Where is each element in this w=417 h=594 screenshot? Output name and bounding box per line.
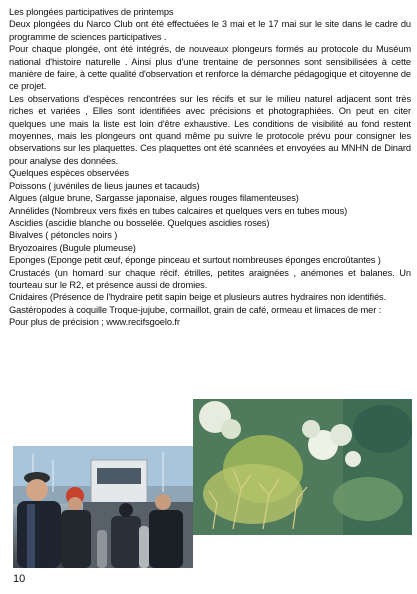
species-item-cnidarians: Cnidaires (Présence de l'hydraire petit sapin beige et plusieurs autres hydraires non identifiés.	[9, 292, 387, 303]
page-number: 10	[13, 573, 26, 585]
species-heading: Quelques espèces observées	[9, 168, 129, 179]
species-item-crustaceans: Crustacés (un homard sur chaque récif. étrilles, petites araignées , anémones et balanes. Un tourteau sur le R2, et présence aussi de dromies.	[9, 267, 411, 290]
paragraph-intro: Deux plongées du Narco Club ont été effectuées le 3 mai et le 17 mai sur le site dans le cadre du programme de sciences participatives .	[9, 19, 411, 42]
reef-photo-illustration	[193, 399, 412, 535]
species-item-sponges: Eponges (Eponge petit œuf, éponge pinceau et surtout nombreuses éponges encroûtantes )	[9, 255, 381, 266]
article-body	[9, 6, 411, 329]
species-item-annelids: Annélides (Nombreux vers fixés en tubes calcaires et quelques vers en tubes mous)	[9, 205, 348, 216]
divers-on-boat-photo	[13, 446, 193, 568]
species-item-bryozoans: Bryozoaires (Bugule plumeuse)	[9, 242, 136, 253]
divers-photo-illustration	[13, 446, 193, 568]
species-item-bivalves: Bivalves ( pétoncles noirs )	[9, 230, 118, 241]
article-title: Les plongées participatives de printemps	[9, 7, 174, 17]
species-item-gastropods: Gastéropodes à coquille Troque-jujube, cormaillot, grain de café, ormeau et limaces de mer :	[9, 304, 382, 315]
paragraph-divers: Pour chaque plongée, ont été intégrés, de nouveaux plongeurs formés au protocole du Muséum national d'histoire naturelle . Ainsi plus d'une trentaine de personnes sont sensibilisées à cette manière de faire, à cette qualité d'observation et renforce la démarche pédagogique et citoyenne de ce projet.	[9, 44, 411, 92]
underwater-reef-photo	[193, 399, 412, 535]
more-info-link[interactable]: Pour plus de précision ; www.recifsgoelo.fr	[9, 317, 180, 328]
species-item-algae: Algues (algue brune, Sargasse japonaise, algues rouges filamenteuses)	[9, 193, 299, 204]
paragraph-observations: Les observations d'espèces rencontrées sur les récifs et sur le milieu naturel adjacent sont très riches et variées , Elles sont identifiées avec précisions et photographiées. On peut en citer quelques une mais la liste est loin d'être exhaustive. Les conditions de visibilité au fond restent moyennes, mais les plongeurs ont quand même pu suivre le protocole prévu pour consigner les observations sur les plaquettes. Ces plaquettes ont été scannées et envoyées au MNHN de Dinard pour analyse des données.	[9, 93, 411, 166]
species-item-ascidians: Ascidies (ascidie blanche ou bosselée. Quelques ascidies roses)	[9, 217, 270, 228]
species-item-fish: Poissons ( juvéniles de lieus jaunes et tacauds)	[9, 180, 200, 191]
